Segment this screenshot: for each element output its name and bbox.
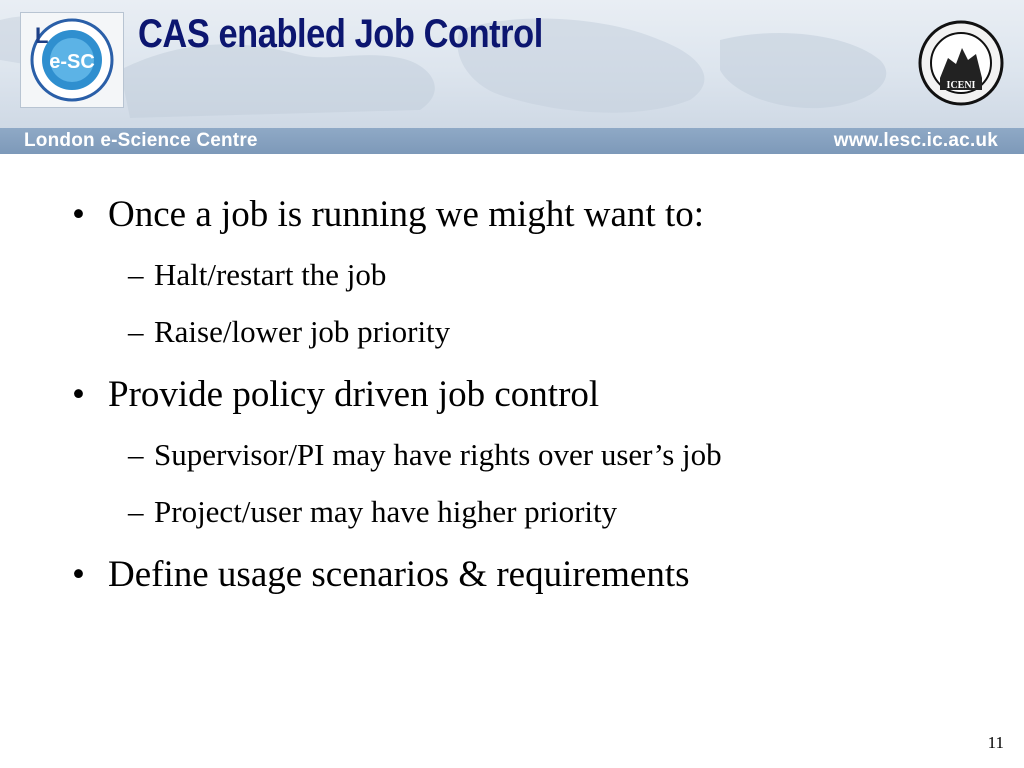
svg-text:L: L (35, 23, 49, 48)
bullet-glyph: • (72, 194, 85, 235)
header-band (0, 128, 1024, 154)
slide-title: CAS enabled Job Control (138, 12, 543, 56)
iceni-logo (918, 20, 1004, 106)
bullet-glyph: • (72, 374, 85, 415)
lesc-logo (20, 12, 124, 108)
sub-bullet-text: Project/user may have higher priority (154, 494, 618, 529)
iceni-label: ICENI (946, 80, 976, 91)
band-org-name: London e-Science Centre (24, 130, 258, 151)
dash-glyph: – (128, 314, 144, 349)
bullet-text: Once a job is running we might want to: (108, 194, 705, 235)
sub-bullet-text: Raise/lower job priority (154, 314, 451, 349)
dash-glyph: – (128, 257, 144, 292)
dash-glyph: – (128, 494, 144, 529)
bullet-glyph: • (72, 554, 85, 595)
svg-text:e-SC: e-SC (49, 51, 95, 73)
sub-bullet-text: Halt/restart the job (154, 257, 387, 292)
sub-bullet-text: Supervisor/PI may have rights over user’s job (154, 437, 722, 472)
page-number: 11 (987, 733, 1004, 752)
bullet-text: Provide policy driven job control (108, 374, 600, 415)
dash-glyph: – (128, 437, 144, 472)
bullet-text: Define usage scenarios & requirements (108, 554, 690, 595)
band-url: www.lesc.ic.ac.uk (833, 130, 998, 151)
slide-header (0, 0, 1024, 128)
